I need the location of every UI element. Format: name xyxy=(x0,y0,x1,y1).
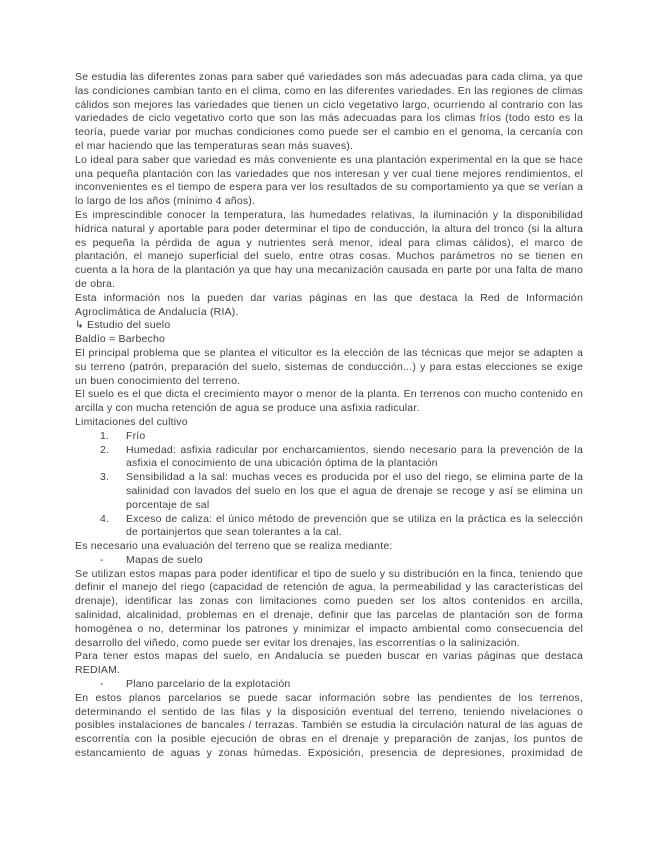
dash-bullet: - xyxy=(100,678,104,691)
subheading-text: Estudio del suelo xyxy=(87,319,171,332)
list-number: 3. xyxy=(100,471,110,484)
paragraph-rediam: Para tener estos mapas del suelo, en Andalucía se pueden buscar en varias páginas que destaca REDIAM. xyxy=(75,650,583,677)
limitations-numbered-list xyxy=(75,430,583,540)
bullet-text: Mapas de suelo xyxy=(126,553,203,566)
list-item-text: Exceso de caliza: el único método de prevención que se utiliza en la práctica es la selección de portainjertos que sean tolerantes a la cal. xyxy=(126,512,583,539)
line-baldio-barbecho: Baldío = Barbecho xyxy=(75,333,166,346)
list-item-sensibilidad-sal xyxy=(75,471,583,512)
list-item-humedad xyxy=(75,444,583,472)
paragraph-zonas-variedades: Se estudia las diferentes zonas para saber qué variedades son más adecuadas para cada clima, ya que las condiciones cambian tanto en el clima, como en las diferentes variedades. En las regiones de climas cálidos son mejores las variedades que tienen un ciclo vegetativo largo, ocurriendo al contrario con las variedades de ciclo vegetativo corto que son las más adecuadas para los climas fríos (todo esto es la teoría, puede variar por muchas condiciones como puede ser el cambio en el genoma, la cercanía con el mar haciendo que las temperaturas sean más suaves). xyxy=(75,71,583,152)
line-evaluacion-terreno: Es necesario una evaluación del terreno que se realiza mediante: xyxy=(75,540,393,553)
list-number: 4. xyxy=(100,512,110,525)
down-right-arrow-icon: ↳ xyxy=(75,319,84,332)
list-item-text: Frío xyxy=(126,429,146,442)
bullet-plano-parcelario xyxy=(75,678,583,692)
list-item-frio xyxy=(75,430,583,444)
paragraph-plantacion-experimental: Lo ideal para saber que variedad es más conveniente es una plantación experimental en la que se hace una pequeña plantación con las variedades que nos interesan y ver cual tiene mejores rendimientos, el inconvenientes es el tiempo de espera para ver los resultados de su comportamiento ya que se verían a lo largo de los años (mínimo 4 años). xyxy=(75,153,583,208)
paragraph-mapas-suelo-uso: Se utilizan estos mapas para poder identificar el tipo de suelo y su distribución en la finca, teniendo que definir el manejo del riego (capacidad de retención de agua, la permeabilidad y las características del drenaje), identificar las zonas con limitaciones como pueden ser los altos contenidos en arcilla, salinidad, alcalinidad, problemas en el drenaje, definir que las parcelas de plantación son de forma homogénea o no, determinar los patrones y minimizar el impacto ambiental como consecuencia del desarrollo del viñedo, como puede ser evitar los drenajes, las escorrentías o la salinización. xyxy=(75,567,583,649)
bullet-text: Plano parcelario de la explotación xyxy=(126,678,291,691)
paragraph-eleccion-tecnicas: El principal problema que se plantea el viticultor es la elección de las técnicas que mejor se adapten a su terreno (patrón, preparación del suelo, sistemas de conducción...) y para estas elecciones se exige un buen conocimiento del terreno. xyxy=(75,346,583,387)
list-item-text: Humedad: asfixia radicular por encharcamientos, siendo necesario para la prevención de la asfixia el conocimiento de una ubicación óptima de la plantación xyxy=(126,443,583,470)
heading-limitaciones-cultivo: Limitaciones del cultivo xyxy=(75,415,188,428)
subheading-estudio-del-suelo xyxy=(75,319,583,333)
list-item-exceso-caliza xyxy=(75,513,583,541)
paragraph-suelo-crecimiento: El suelo es el que dicta el crecimiento mayor o menor de la planta. En terrenos con mucho contenido en arcilla y con mucha retención de agua se produce una asfixia radicular. xyxy=(75,388,583,415)
list-number: 2. xyxy=(100,443,110,456)
list-item-text: Sensibilidad a la sal: muchas veces es producida por el uso del riego, se elimina parte de la salinidad con lavados del suelo en los que el agua de drenaje se recoge y así se elimina un porcentaje de sal xyxy=(126,471,583,511)
bullet-mapas-de-suelo xyxy=(75,554,583,568)
dash-bullet: - xyxy=(100,553,104,566)
paragraph-red-informacion-ria: Esta información nos la pueden dar varias páginas en las que destaca la Red de Información Agroclimática de Andalucía (RIA). xyxy=(75,291,583,318)
paragraph-planos-parcelarios: En estos planos parcelarios se puede sacar información sobre las pendientes de los terrenos, determinando el sentido de las filas y la disposición eventual del terreno, teniendo nivelaciones o posibles instalaciones de bancales / terrazas. También se estudia la circulación natural de las aguas de escorrentía con la posible ejecución de obras en el drenaje y preparación de zanjas, los puntos de estancamiento de aguas y zonas húmedas. Exposición, presencia de depresiones, proximidad de xyxy=(75,691,583,760)
paragraph-parametros-clima: Es imprescindible conocer la temperatura, las humedades relativas, la iluminación y la disponibilidad hídrica natural y aportable para poder determinar el tipo de conducción, la altura del tronco (si la altura es pequeña la pérdida de agua y nutrientes será menor, ideal para climas cálidos), el marco de plantación, el manejo superficial del suelo, entre otras cosas. Muchos parámetros no se tienen en cuenta a la hora de la plantación ya que hay una mecanización causada en parte por una falta de mano de obra. xyxy=(75,208,583,290)
list-number: 1. xyxy=(100,429,110,442)
